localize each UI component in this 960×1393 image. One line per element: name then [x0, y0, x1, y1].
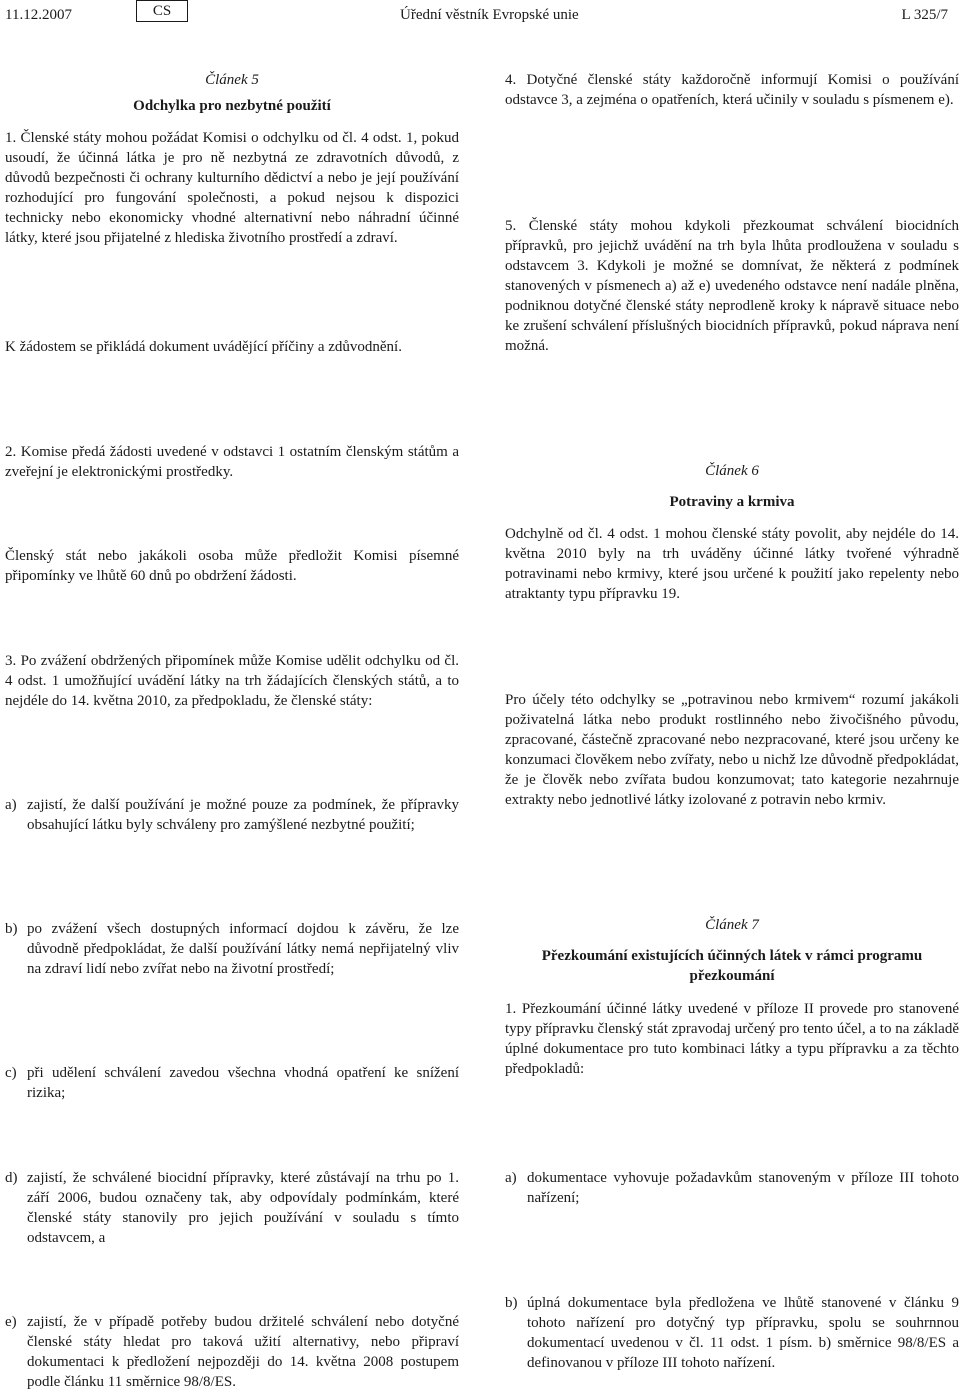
list-label: b): [5, 921, 18, 937]
list-label: c): [5, 1065, 17, 1081]
article-7-title: Článek 7: [705, 917, 759, 933]
header-date: 11.12.2007: [5, 7, 72, 23]
paragraph-5-4: 4. Dotyčné členské státy každoročně informují Komisi o používání odstavce 3, a zejména o opatřeních, která učinily v souladu s písmenem e).: [505, 72, 959, 108]
list-item-d: [5, 1168, 459, 1248]
paragraph-5-3: 3. Po zvážení obdržených připomínek může Komise udělit odchylku od čl. 4 odst. 1 umožňující uvádění látky na trh žádajících členských států, a to nejdéle do 14. května 2010, za předpokladu, že členské státy:: [5, 653, 459, 709]
list-label: e): [5, 1314, 17, 1330]
paragraph-5-2: 2. Komise předá žádosti uvedené v odstavci 1 ostatním členským státům a zveřejní je elektronickými prostředky.: [5, 444, 459, 480]
list-text: úplná dokumentace byla předložena ve lhůtě stanovené v článku 9 tohoto nařízení pro dotyčný typ přípravku, spolu se souhrnnou dokumentací uvedenou v čl. 11 odst. 1 písm. b) směrnice 98/8/ES a definovanou v příloze III tohoto nařízení.: [527, 1295, 959, 1371]
language-badge: CS: [136, 0, 188, 22]
paragraph-5-2b: Členský stát nebo jakákoli osoba může předložit Komisi písemné připomínky ve lhůtě 60 dnů po obdržení žádosti.: [5, 548, 459, 584]
list-text: při udělení schválení zavedou všechna vhodná opatření ke snížení rizika;: [27, 1065, 459, 1101]
paragraph-6-1: Odchylně od čl. 4 odst. 1 mohou členské státy povolit, aby nejdéle do 14. května 2010 byly na trh uváděny účinné látky tvořené výhradně potravinami nebo krmivy, které jsou určené k použití jako repelenty nebo atraktanty typu přípravku 19.: [505, 526, 959, 602]
list-item-a: [5, 795, 459, 835]
paragraph-5-5: 5. Členské státy mohou kdykoli přezkoumat schválení biocidních přípravků, pro jejichž uvádění na trh byla lhůta prodloužena v souladu s odstavcem 3. Kdykoli je možné se domnívat, že některá z podmínek stanovených v písmenech a) až e) uvedeného odstavce není nadále plněna, podniknou dotyčné členské státy neprodleně kroky k nápravě situace nebo ke zrušení schválení příslušných biocidních přípravků, pokud náprava není možná.: [505, 218, 959, 354]
list-item-c: [5, 1063, 459, 1103]
journal-title: Úřední věstník Evropské unie: [400, 7, 579, 23]
list-item-a: [505, 1168, 959, 1208]
paragraph-7-1: 1. Přezkoumání účinné látky uvedené v příloze II provede pro stanovené typy přípravku členský stát zpravodaj určený pro tento účel, a to na základě úplné dokumentace pro tuto kombinaci látky a typu přípravku a za těchto předpokladů:: [505, 1001, 959, 1077]
article-5-heading: Odchylka pro nezbytné použití: [133, 98, 331, 114]
page-header: [0, 0, 960, 30]
article-5-title: Článek 5: [205, 72, 259, 88]
list-item-e: [5, 1312, 459, 1392]
page-number: L 325/7: [901, 7, 948, 23]
list-text: po zvážení všech dostupných informací dojdou k závěru, že lze důvodně předpokládat, že další používání látky nemá nepřijatelný vliv na zdraví lidí nebo zvířat nebo na životní prostředí;: [27, 921, 459, 977]
list-text: zajistí, že další používání je možné pouze za podmínek, že přípravky obsahující látku byly schváleny pro zamýšlené nezbytné použití;: [27, 797, 459, 833]
list-item-b: [5, 919, 459, 979]
list-label: a): [505, 1170, 517, 1186]
list-label: d): [5, 1170, 18, 1186]
article-6-heading: Potraviny a krmiva: [669, 494, 795, 510]
list-label: b): [505, 1295, 518, 1311]
article-7-heading: Přezkoumání existujících účinných látek v rámci programu přezkoumání: [541, 948, 923, 984]
paragraph-5-1: 1. Členské státy mohou požádat Komisi o odchylku od čl. 4 odst. 1, pokud usoudí, že účinná látka je pro ně nezbytná ze zdravotních důvodů, z důvodů bezpečnosti či ochrany kulturního dědictví a nebo je její používání rozhodující pro fungování společnosti, a pokud nejsou k dispozici technicky nebo ekonomicky vhodné alternativní nebo náhradní účinné látky, které jsou přijatelné z hlediska životního prostředí a zdraví.: [5, 130, 459, 246]
list-text: dokumentace vyhovuje požadavkům stanoveným v příloze III tohoto nařízení;: [527, 1170, 959, 1206]
article-6-title: Článek 6: [705, 463, 759, 479]
list-label: a): [5, 797, 17, 813]
list-text: zajistí, že schválené biocidní přípravky, které zůstávají na trhu po 1. září 2006, budou označeny tak, aby odpovídaly podmínkám, které členské státy stanovily pro jejich používání v souladu s tímto odstavcem, a: [27, 1170, 459, 1246]
paragraph-6-2: Pro účely této odchylky se „potravinou nebo krmivem“ rozumí jakákoli poživatelná látka nebo produkt rostlinného nebo živočišného původu, zpracované, částečně zpracované nebo nezpracované, které jsou určeny ke konzumaci člověkem nebo zvířaty, nebo u nichž lze důvodně předpokládat, že je člověk nebo zvířata budou konzumovat; tato kategorie nezahrnuje extrakty nebo jednotlivé látky izolované z potravin nebo krmiv.: [505, 692, 959, 808]
paragraph-5-1b: K žádostem se přikládá dokument uvádějící příčiny a zdůvodnění.: [5, 339, 402, 355]
list-text: zajistí, že v případě potřeby budou držitelé schválení nebo dotyčné členské státy hledat pro taková užití alternativy, nebo připraví dokumentaci k předložení nejpozději do 14. května 2008 postupem podle článku 11 směrnice 98/8/ES.: [27, 1314, 459, 1390]
list-item-b: [505, 1293, 959, 1373]
